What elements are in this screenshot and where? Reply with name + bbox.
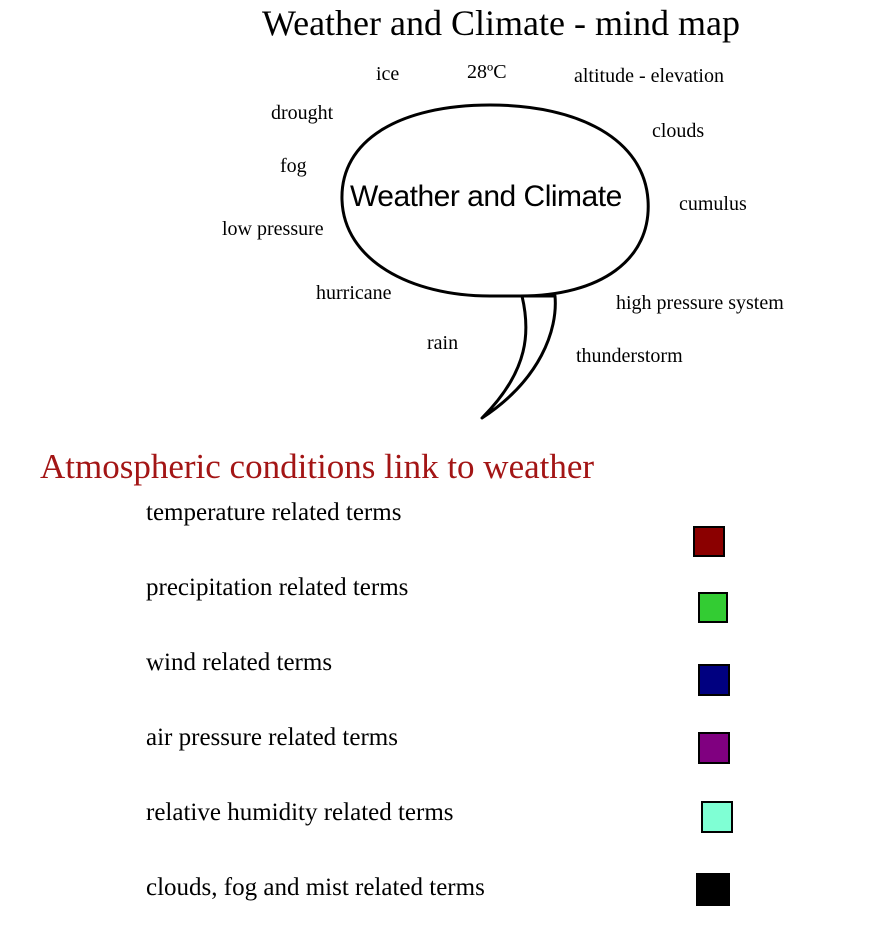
legend-swatch-precipitation <box>698 592 728 623</box>
term-temperature-value: 28ºC <box>467 61 507 83</box>
term-high-pressure-system: high pressure system <box>616 292 784 314</box>
center-topic: Weather and Climate <box>350 180 622 213</box>
speech-bubble <box>330 100 670 430</box>
legend-swatch-wind <box>698 664 730 696</box>
legend-label-temperature: temperature related terms <box>146 499 402 526</box>
legend-swatch-air-pressure <box>698 732 730 764</box>
term-rain: rain <box>427 332 459 354</box>
term-hurricane: hurricane <box>316 282 392 304</box>
page-title: Weather and Climate - mind map <box>262 3 740 43</box>
legend-label-wind: wind related terms <box>146 649 333 676</box>
legend-label-clouds-fog-mist: clouds, fog and mist related terms <box>146 874 485 901</box>
term-cumulus: cumulus <box>679 193 747 215</box>
legend-label-precipitation: precipitation related terms <box>146 574 409 601</box>
term-fog: fog <box>280 155 307 177</box>
term-drought: drought <box>271 102 334 124</box>
legend-swatch-clouds-fog-mist <box>696 873 730 906</box>
legend-swatch-temperature <box>693 526 725 557</box>
term-thunderstorm: thunderstorm <box>576 345 683 367</box>
term-ice: ice <box>376 63 400 85</box>
term-low-pressure: low pressure <box>222 218 324 240</box>
term-clouds: clouds <box>652 120 705 142</box>
legend-heading: Atmospheric conditions link to weather <box>40 447 595 486</box>
legend-label-relative-humidity: relative humidity related terms <box>146 799 454 826</box>
legend-swatch-relative-humidity <box>701 801 733 833</box>
legend-label-air-pressure: air pressure related terms <box>146 724 398 751</box>
term-altitude-elevation: altitude - elevation <box>574 65 724 87</box>
